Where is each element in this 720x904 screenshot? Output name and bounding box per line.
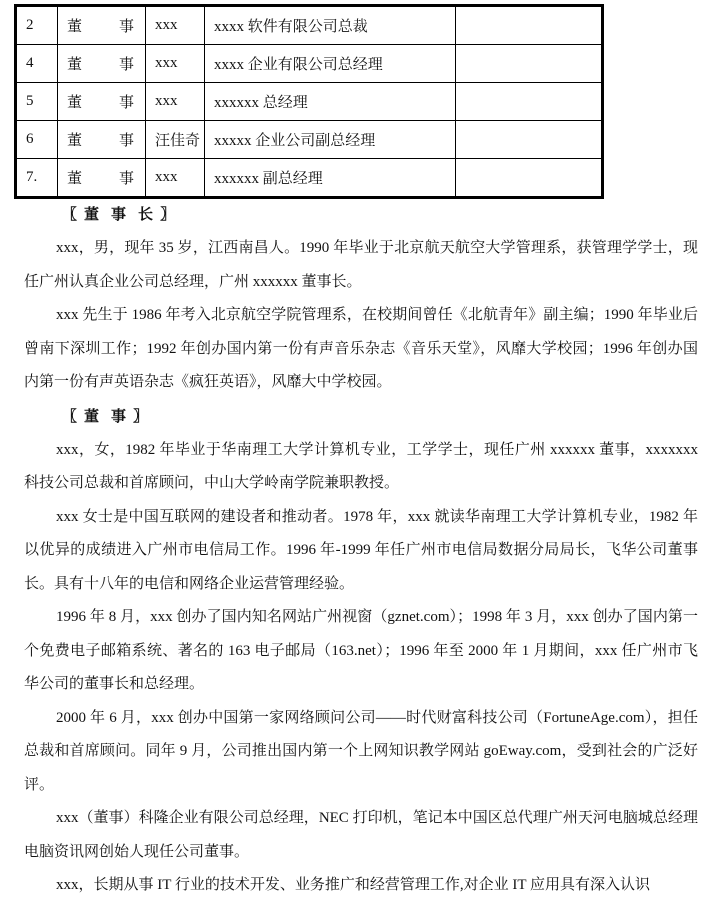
- position-char: 事: [119, 95, 135, 111]
- heading-char: 董: [84, 408, 102, 425]
- position-char: 董: [67, 133, 83, 149]
- cell-organization: xxxx 企业有限公司总经理: [205, 45, 456, 83]
- position-char: 事: [119, 171, 135, 187]
- position-char: 董: [67, 95, 83, 111]
- cell-name: 汪佳奇: [146, 121, 205, 159]
- heading-char: 董: [84, 207, 102, 223]
- cell-position: [58, 121, 146, 159]
- table-row: [16, 121, 603, 159]
- cell-name: xxx: [146, 6, 205, 45]
- heading-char: 长: [138, 207, 156, 223]
- cell-number: 5: [16, 83, 58, 121]
- director-fortuneage-paragraph: 2000 年 6 月，xxx 创办中国第一家网络顾问公司——时代财富科技公司（FortuneAge.com），担任总裁和首席顾问。同年 9 月，公司推出国内第一个上网知识教学网站 goEway.com，受到社会的广泛好评。: [24, 709, 698, 793]
- cell-organization: xxxxx 企业公司副总经理: [205, 121, 456, 159]
- cell-number: 4: [16, 45, 58, 83]
- table-row: [16, 159, 603, 198]
- cell-position: [58, 83, 146, 121]
- cell-extra: [456, 159, 603, 198]
- position-char: 董: [67, 171, 83, 187]
- cell-organization: xxxxxx 总经理: [205, 83, 456, 121]
- cell-number: 7.: [16, 159, 58, 198]
- position-char: 董: [67, 19, 83, 35]
- cell-number: 2: [16, 6, 58, 45]
- cell-name: xxx: [146, 83, 205, 121]
- cell-organization: xxxxxx 副总经理: [205, 159, 456, 198]
- position-char: 事: [119, 57, 135, 73]
- table-row: [16, 83, 603, 121]
- table-row: [16, 6, 603, 45]
- bracket-open: 〖: [62, 408, 80, 425]
- heading-char: 事: [111, 408, 129, 425]
- section-heading-chairman: [24, 198, 698, 232]
- director-career-paragraph: xxx 女士是中国互联网的建设者和推动者。1978 年，xxx 就读华南理工大学计算机专业，1982 年以优异的成绩进入广州市电信局工作。1996 年-1999 年任广州市电信局数据分局局长，飞华公司董事长。具有十八年的电信和网络企业运营管理经验。: [24, 508, 698, 592]
- position-char: 事: [119, 133, 135, 149]
- bracket-open: 〖: [62, 207, 80, 223]
- bracket-close: 〗: [160, 207, 178, 223]
- cell-number: 6: [16, 121, 58, 159]
- director-it-paragraph: xxx，长期从事 IT 行业的技术开发、业务推广和经营管理工作,对企业 IT 应用具有深入认识: [56, 877, 651, 893]
- chairman-bio-paragraph: xxx，男，现年 35 岁，江西南昌人。1990 年毕业于北京航天航空大学管理系，获管理学学士，现任广州认真企业公司总经理，广州 xxxxxx 董事长。: [24, 240, 698, 290]
- document-body: [24, 198, 698, 903]
- cell-organization: xxxx 软件有限公司总裁: [205, 6, 456, 45]
- director-websites-paragraph: 1996 年 8 月，xxx 创办了国内知名网站广州视窗（gznet.com）；1998 年 3 月，xxx 创办了国内第一个免费电子邮箱系统、著名的 163 电子邮局（163.net）；1996 年至 2000 年 1 月期间，xxx 任广州市飞华公司的董事长和总经理。: [24, 609, 698, 692]
- cell-name: xxx: [146, 159, 205, 198]
- cell-extra: [456, 6, 603, 45]
- board-members-table: [14, 4, 604, 199]
- cell-name: xxx: [146, 45, 205, 83]
- heading-char: 事: [111, 207, 129, 223]
- cell-extra: [456, 45, 603, 83]
- chairman-career-paragraph: xxx 先生于 1986 年考入北京航空学院管理系，在校期间曾任《北航青年》副主编；1990 年毕业后曾南下深圳工作；1992 年创办国内第一份有声音乐杂志《音乐天堂》，风靡大学校园；1996 年创办国内第一份有声英语杂志《疯狂英语》，风靡大中学校园。: [24, 307, 698, 390]
- position-char: 董: [67, 57, 83, 73]
- cell-position: [58, 159, 146, 198]
- cell-position: [58, 45, 146, 83]
- cell-position: [58, 6, 146, 45]
- bracket-close: 〗: [133, 408, 151, 425]
- position-char: 事: [119, 19, 135, 35]
- table-row: [16, 45, 603, 83]
- director-kelong-paragraph: xxx（董事）科隆企业有限公司总经理，NEC 打印机，笔记本中国区总代理广州天河电脑城总经理电脑资讯网创始人现任公司董事。: [24, 810, 698, 860]
- section-heading-director: [24, 400, 698, 434]
- cell-extra: [456, 83, 603, 121]
- director-bio-paragraph: xxx，女，1982 年毕业于华南理工大学计算机专业，工学学士，现任广州 xxxxxx 董事，xxxxxxx 科技公司总裁和首席顾问，中山大学岭南学院兼职教授。: [24, 441, 698, 491]
- cell-extra: [456, 121, 603, 159]
